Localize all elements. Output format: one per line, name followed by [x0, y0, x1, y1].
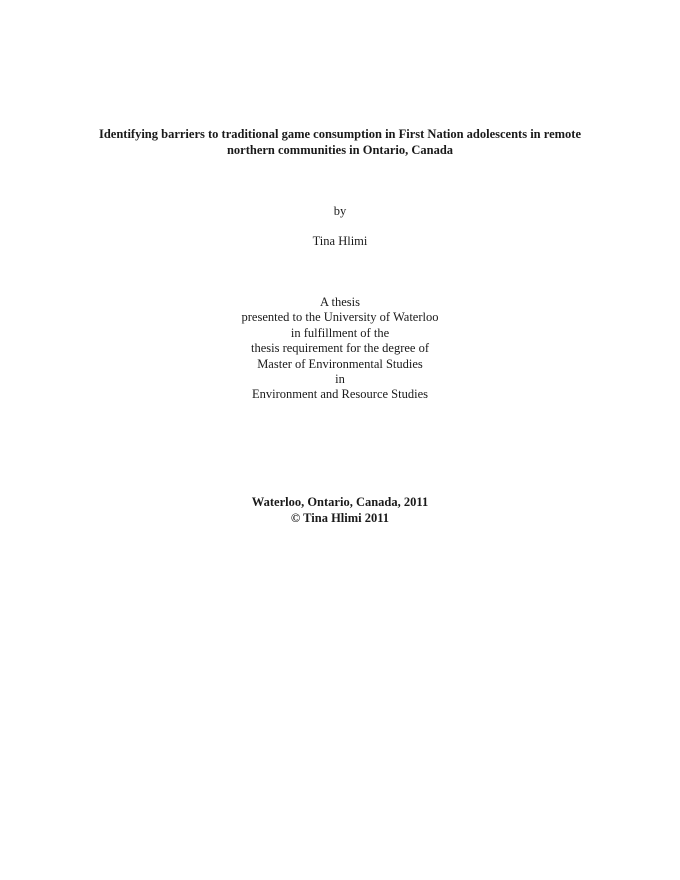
thesis-title-line-2: northern communities in Ontario, Canada: [226, 143, 454, 157]
thesis-line: Master of Environmental Studies: [257, 356, 423, 371]
place-year: Waterloo, Ontario, Canada, 2011: [251, 495, 429, 509]
by-label: by: [333, 204, 347, 218]
thesis-title: [0, 126, 680, 158]
thesis-line: in fulfillment of the: [290, 325, 390, 340]
thesis-line: in: [335, 372, 345, 387]
thesis-title-line-1: Identifying barriers to traditional game consumption in First Nation adolescents in remote: [98, 127, 582, 141]
place-and-copyright: [0, 494, 680, 526]
author-name: Tina Hlimi: [312, 234, 368, 248]
copyright-notice: © Tina Hlimi 2011: [290, 511, 390, 525]
thesis-statement: [0, 295, 680, 403]
thesis-line: Environment and Resource Studies: [251, 387, 428, 402]
thesis-line: A thesis: [320, 295, 360, 309]
thesis-line: thesis requirement for the degree of: [250, 341, 430, 356]
thesis-line: presented to the University of Waterloo: [241, 310, 439, 325]
